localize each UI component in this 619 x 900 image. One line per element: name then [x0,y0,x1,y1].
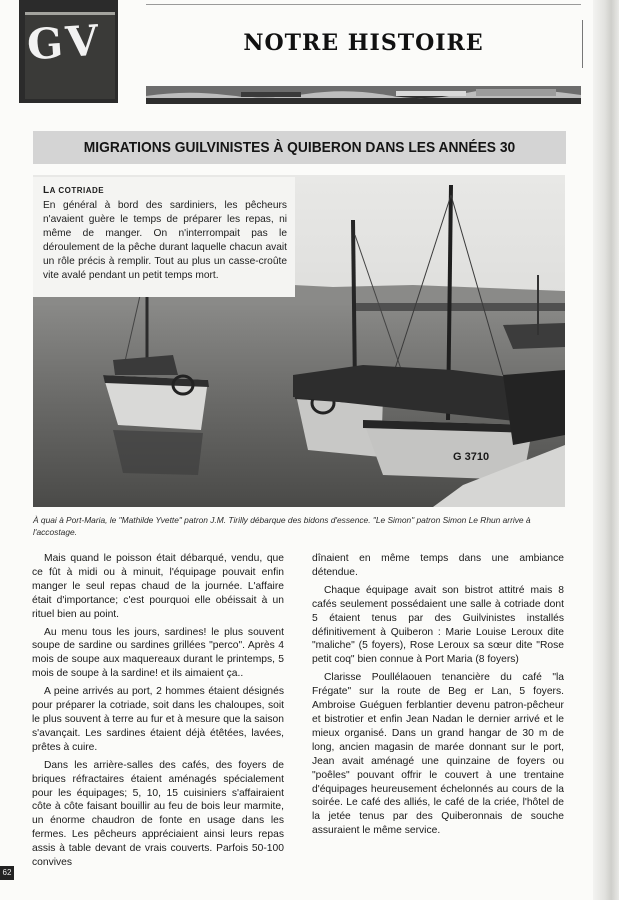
paragraph: Dans les arrière-salles des cafés, des foyers de briques réfractaires étaient aménagés spécialement pour les équipages; 5, 10, 15 cuisiniers s'affairaient côte à côte faisant bouillir au feu de bois leur marmite, un énorme chaudron de fonte en usage dans les fermes. Les pêcheurs appréciaient ainsi leurs repas assis à table devant de vrais couverts. Parfois 50-100 convives [32,759,284,869]
intro-heading-rest: A COTRIADE [49,186,105,195]
left-column [32,552,284,874]
article-title-bar [33,131,566,164]
paragraph: dînaient en même temps dans une ambiance détendue. [312,553,564,578]
logo-text: GV [25,15,104,70]
paragraph: Au menu tous les jours, sardines! le plus souvent soupe de sardine ou sardines grillées "perco". Après 4 mois de soupe aux maquereaux durant le printemps, 5 mois de soupe à la sardine! et ils aimaient ça.. [32,626,284,680]
right-column [312,552,564,842]
boat-registration: G 3710 [453,451,490,463]
paragraph: Mais quand le poisson était débarqué, vendu, que ce fût à midi ou à minuit, l'équipage pouvait enfin manger le seul repas chaud de la journée. L'affaire était d'importance; c'est pourquoi elle obéissait à un rituel bien au point. [32,553,284,620]
header-top-rule [146,4,581,5]
page-number: 62 [0,866,14,880]
intro-text: En général à bord des sardiniers, les pêcheurs n'avaient guère le temps de préparer les repas, ni même de manger. On n'interrompait pas le déroulement de la pêche durant laquelle chacun avait un rôle précis à remplir. Tout au plus un casse-croûte vite avalé pendant un petit temps mort. [43,200,287,281]
paragraph: A peine arrivés au port, 2 hommes étaient désignés pour préparer la cotriade, soit dans les chaloupes, soit le plus souvent à terre au fur et à mesure que la saison s'avançait. Les sardines étaient déjà étêtées, lavées, prêtes à cuire. [32,686,284,753]
photo-caption: À quai à Port-Maria, le "Mathilde Yvette" patron J.M. Tirilly débarque des bidons d'essence. "Le Simon" patron Simon Le Rhun arrive à l'accostage. [33,515,531,537]
paragraph: Chaque équipage avait son bistrot attitré mais 8 cafés seulement possédaient une salle à cotriade dont 5 étaient tenus par des Guilvinistes installés définitivement à Quiberon : Marie Louise Leroux dite "maliche" (5 foyers), Rose Leroux sa sœur dite "Rose petit coq" bien connue à Port Maria (8 foyers) [312,584,564,666]
intro-heading [43,185,287,196]
article-title: MIGRATIONS GUILVINISTES À QUIBERON DANS LES ANNÉES 30 [83,139,516,156]
header-divider [582,20,583,68]
page-title: NOTRE HISTOIRE [243,30,484,56]
intro-heading-cap: L [43,185,50,196]
page-edge-shadow [593,0,619,900]
banner-photo-strip [146,86,581,104]
banner-strip-image [146,86,581,104]
intro-box [33,177,295,297]
gv-logo [19,0,118,103]
paragraph: Clarisse Poullélaouen tenancière du café "la Frégate" sur la route de Beg er Lan, 5 foyers. Ambroise Guéguen ferblantier devenu patron-pêcheur et bistrotier et enfin Jean Nadan le dernier arrivé et le mieux organisé. Dans un grand hangar de 30 m de long, ancien magasin de marée donnant sur le port, Jean avait aménagé une quinzaine de foyers ou "poêles" pouvant offrir le couvert à une trentaine d'équipages heureusement échelonnés au cours de la soirée. Le café des alliés, le café de la criée, l'hôtel de la jetée tenus par des Quiberonnais de souche assuraient le même service. [312,672,564,837]
